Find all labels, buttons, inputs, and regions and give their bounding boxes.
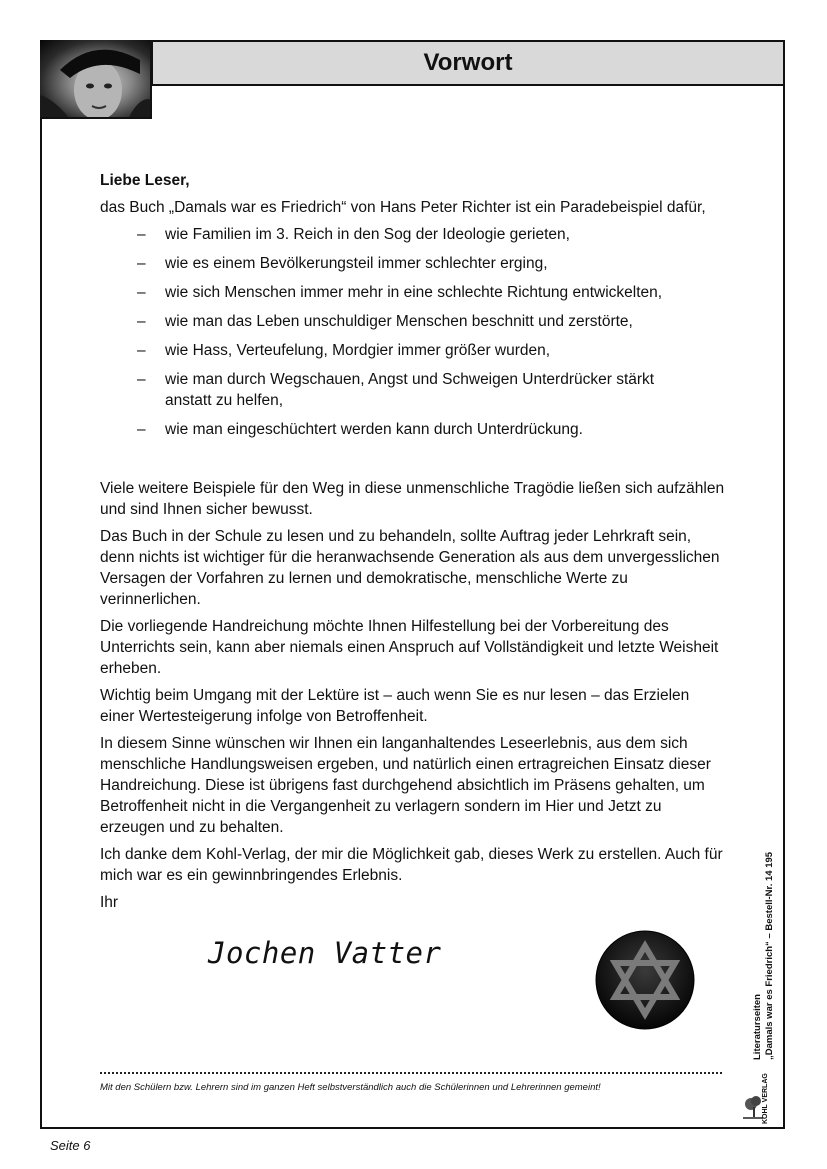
publisher-label: KOHL VERLAG: [762, 1073, 769, 1124]
bullet-dash: –: [137, 255, 146, 272]
bullet-dash: –: [137, 284, 146, 301]
bullet-dash: –: [137, 342, 146, 359]
list-item: – wie man eingeschüchtert werden kann durch Unterdrückung.: [137, 421, 583, 438]
paragraph-4: Wichtig beim Umgang mit der Lektüre ist – auch wenn Sie es nur lesen – das Erzielen einer Wertesteigerung infolge von Betroffenheit.: [100, 687, 690, 725]
footnote: Mit den Schülern bzw. Lehrern sind im ganzen Heft selbstverständlich auch die Schülerinnen und Lehrerinnen gemeint!: [100, 1082, 601, 1093]
letter-body: [100, 170, 725, 919]
intro-paragraph: das Buch „Damals war es Friedrich“ von Hans Peter Richter ist ein Paradebeispiel dafür,: [100, 199, 706, 216]
side-line-1: Literaturseiten: [752, 994, 763, 1060]
bullet-dash: –: [137, 421, 146, 438]
paragraph-3: Die vorliegende Handreichung möchte Ihnen Hilfestellung bei der Vorbereitung des Unterrichts sein, kann aber niemals einen Anspruch auf Vollständigkeit und letzte Weisheit erheben.: [100, 618, 719, 677]
side-line-2: „Damals war es Friedrich“ – Bestell-Nr. 14 195: [764, 851, 775, 1060]
bullet-list: [100, 224, 725, 440]
list-item: – wie Familien im 3. Reich in den Sog der Ideologie gerieten,: [137, 226, 570, 243]
signature: Jochen Vatter: [208, 936, 442, 970]
bullet-dash: –: [137, 313, 146, 330]
paragraph-1: Viele weitere Beispiele für den Weg in diese unmenschliche Tragödie ließen sich aufzählen und sind Ihnen sicher bewusst.: [100, 480, 725, 518]
signoff: Ihr: [100, 894, 119, 911]
star-of-david-icon: [595, 930, 695, 1030]
title-bar: [152, 42, 783, 86]
side-reference: [752, 852, 776, 1060]
paragraph-6: Ich danke dem Kohl-Verlag, der mir die Möglichkeit gab, dieses Werk zu erstellen. Auch für mich war es ein gewinnbringendes Erlebnis.: [100, 846, 723, 884]
bullet-dash: –: [137, 371, 146, 388]
page-title: Vorwort: [423, 49, 513, 76]
footnote-divider: [100, 1072, 722, 1074]
boy-portrait-photo: [40, 40, 152, 119]
paragraph-2: Das Buch in der Schule zu lesen und zu behandeln, sollte Auftrag jeder Lehrkraft sein, denn nichts ist wichtiger für die heranwachsende Generation als aus dem unvergesslichen Versagen der Vorfahren zu lernen und demokratische, menschliche Werte zu verinnerlichen.: [100, 528, 720, 608]
list-item: – wie es einem Bevölkerungsteil immer schlechter erging,: [137, 255, 548, 272]
list-item: – wie sich Menschen immer mehr in eine schlechte Richtung entwickelten,: [137, 284, 663, 301]
list-item: – wie Hass, Verteufelung, Mordgier immer größer wurden,: [137, 342, 551, 359]
greeting: Liebe Leser,: [100, 172, 190, 189]
list-item: – wie man das Leben unschuldiger Menschen beschnitt und zerstörte,: [137, 313, 633, 330]
page-number: Seite 6: [50, 1138, 91, 1153]
bullet-dash: –: [137, 226, 146, 243]
paragraph-5: In diesem Sinne wünschen wir Ihnen ein langanhaltendes Leseerlebnis, aus dem sich menschliche Handlungsweisen ergeben, und natürlich einen ertragreichen Einsatz dieser Handreichung. Diese ist übrigens fast durchgehend absichtlich im Präsens gehalten, um Betroffenheit nicht in die Vergangenheit zu verlagern sondern im Hier und Jetzt zu erzeugen und zu behalten.: [100, 735, 711, 836]
list-item: – wie man durch Wegschauen, Angst und Schweigen Unterdrücker stärkt anstatt zu helfen,: [137, 371, 655, 409]
